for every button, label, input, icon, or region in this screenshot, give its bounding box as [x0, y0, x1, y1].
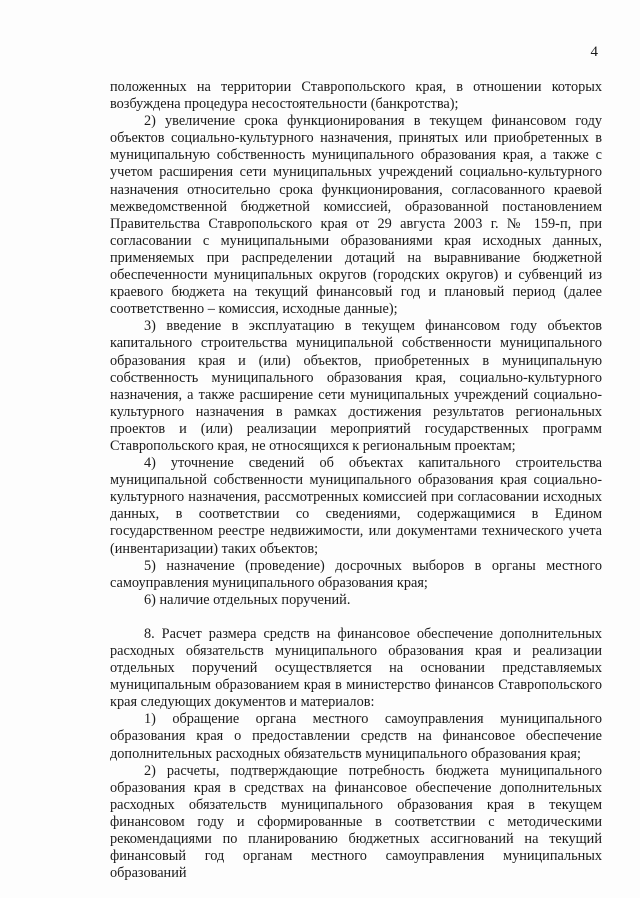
- paragraph: 6) наличие отдельных поручений.: [144, 591, 351, 608]
- paragraph: 8. Расчет размера средств на финансовое обеспечение дополнительных расходных обязательств муниципального образования края и реализации отдельных поручений осуществляется на основании представляемых муниципальным образованием края в министерство финансов Ставропольского края следующих документов и материалов:: [110, 625, 602, 711]
- paragraph: 3) введение в эксплуатацию в текущем финансовом году объектов капитального строительства муниципальной собственности муниципального образования края и (или) объектов, приобретенных в муниципальную собственность муниципального образования края, социально-культурного назначения, а также расширение сети муниципальных учреждений социально-культурного назначения в рамках достижения результатов региональных проектов и (или) реализации мероприятий государственных программ Ставропольского края, не относящихся к региональным проектам;: [110, 318, 602, 454]
- paragraph: 5) назначение (проведение) досрочных выборов в органы местного самоуправления муниципального образования края;: [110, 557, 602, 591]
- page-number: 4: [590, 44, 598, 60]
- paragraph: 1) обращение органа местного самоуправления муниципального образования края о предоставлении средств на финансовое обеспечение дополнительных расходных обязательств муниципального образования края;: [110, 711, 602, 762]
- paragraph: 2) расчеты, подтверждающие потребность бюджета муниципального образования края в средствах на финансовое обеспечение дополнительных расходных обязательств муниципального образования края в текущем финансовом году и сформированные в соответствии с методическими рекомендациями по планированию бюджетных ассигнований на текущий финансовый год органам местного самоуправления муниципальных образований: [110, 762, 602, 882]
- document-body: [110, 79, 602, 882]
- paragraph: положенных на территории Ставропольского края, в отношении которых возбуждена процедура несостоятельности (банкротства);: [110, 79, 602, 113]
- paragraph: 2) увеличение срока функционирования в текущем финансовом году объектов социально-культурного назначения, принятых или приобретенных в муниципальную собственность муниципального образования края, а также с учетом расширения сети муниципальных учреждений социально-культурного назначения относительно срока функционирования, согласованного краевой межведомственной бюджетной комиссией, образованной постановлением Правительства Ставропольского края от 29 августа 2003 г. № 159-п, при согласовании с муниципальными образованиями края исходных данных, применяемых при распределении дотаций на выравнивание бюджетной обеспеченности муниципальных округов (городских округов) и субвенций из краевого бюджета на текущий финансовый год и плановый период (далее соответственно – комиссия, исходные данные);: [110, 113, 602, 318]
- paragraph: 4) уточнение сведений об объектах капитального строительства муниципальной собственности муниципального образования края социально-культурного назначения, рассмотренных комиссией при согласовании исходных данных, в соответствии со сведениями, содержащимися в Едином государственном реестре недвижимости, или документами технического учета (инвентаризации) таких объектов;: [110, 455, 602, 557]
